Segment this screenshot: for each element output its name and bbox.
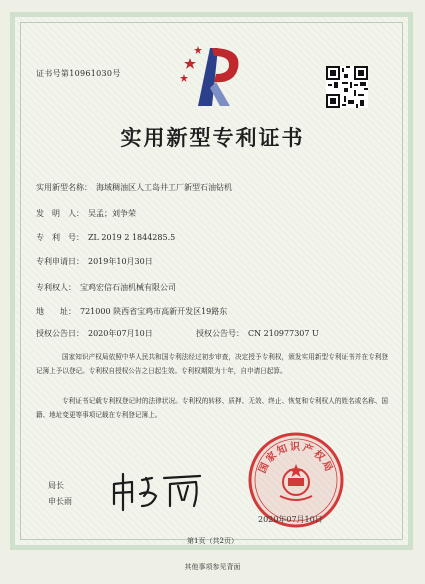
legal-paragraph-1: 国家知识产权局依照中华人民共和国专利法经过初步审查，决定授予专利权，颁发实用新型专利证书并在专利登记簿上予以登记。专利权自授权公告之日起生效。专利权期限为十年，自申请日起算。	[36, 353, 388, 375]
grant-number-value: CN 210977307 U	[248, 329, 319, 338]
signatory-block	[48, 478, 72, 510]
filing-date-field	[36, 256, 153, 267]
seal-date: 2020年07月10日	[258, 515, 323, 524]
patent-number-value: ZL 2019 2 1844285.5	[88, 233, 176, 242]
filing-date-value: 2019年10月30日	[88, 257, 153, 266]
patentee-label: 专利权人：	[36, 283, 76, 292]
patent-number-field	[36, 232, 175, 243]
grant-date-value: 2020年07月10日	[88, 329, 153, 338]
address-label: 地 址：	[36, 307, 76, 316]
patent-number-label: 专 利 号：	[36, 233, 84, 242]
cnipa-logo-icon	[176, 36, 256, 116]
patentee-value: 宝鸡宏信石油机械有限公司	[80, 283, 176, 292]
seal-text: 国家知识产权局	[257, 442, 335, 475]
address-field	[36, 306, 227, 317]
grant-number-field	[196, 328, 319, 339]
signatory-title: 局长	[48, 481, 64, 490]
certificate-number: 证书号第10961030号	[36, 69, 121, 78]
handwritten-signature	[108, 470, 208, 512]
inventor-label: 发 明 人：	[36, 209, 84, 218]
legal-paragraph-2: 专利证书记载专利权登记时的法律状况。专利权的转移、质押、无效、终止、恢复和专利权人的姓名或名称、国籍、地址变更等事项记载在专利登记簿上。	[36, 397, 388, 419]
utility-model-name-field	[36, 182, 232, 193]
grant-number-label: 授权公告号：	[196, 329, 244, 338]
qr-code-icon	[326, 66, 368, 108]
grant-date-label: 授权公告日：	[36, 329, 84, 338]
utility-model-name-label: 实用新型名称：	[36, 183, 92, 192]
patentee-field	[36, 282, 176, 293]
grant-date-field	[36, 328, 153, 339]
inventor-field	[36, 208, 136, 219]
inventor-value: 吴孟；刘争荣	[88, 209, 136, 218]
utility-model-name-value: 海域稠油区人工岛井工厂新型石油钻机	[96, 183, 232, 192]
certificate-title: 实用新型专利证书	[120, 125, 305, 150]
address-value: 721000 陕西省宝鸡市高新开发区19路东	[80, 307, 228, 316]
back-page-note: 其他事项参见背面	[184, 563, 241, 571]
page-number: 第1页（共2页）	[187, 537, 238, 545]
signatory-name: 申长雨	[48, 497, 72, 506]
filing-date-label: 专利申请日：	[36, 257, 84, 266]
